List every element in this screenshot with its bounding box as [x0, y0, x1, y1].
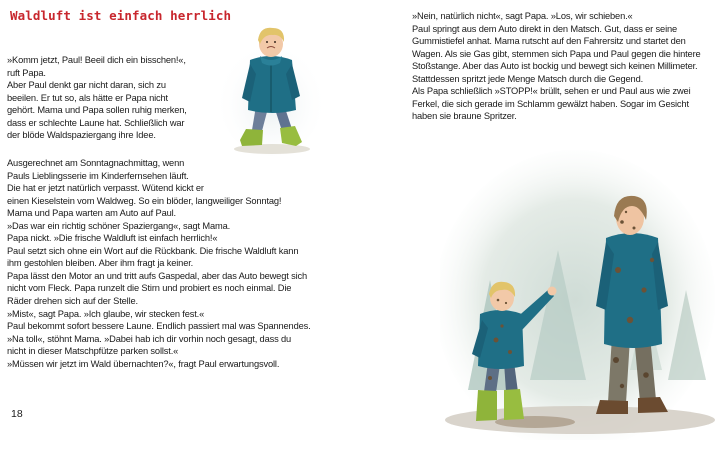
- text-line: Stattdessen spritzt jede Menge Matsch durch die Gegend.: [412, 73, 644, 84]
- text-line: Pauls Lieblingsserie im Kinderfernsehen läuft.: [7, 170, 189, 181]
- text-line: nicht vom Fleck. Papa runzelt die Stirn und probiert es noch einmal. Die: [7, 283, 292, 294]
- illustration-muddy-father-and-son: [440, 130, 720, 440]
- text-line: Die hat er jetzt natürlich verpasst. Wütend kickt er: [7, 183, 204, 194]
- right-text: [412, 10, 712, 123]
- text-line: ruft Papa.: [7, 67, 46, 78]
- text-line: einen Kieselstein vom Waldweg. So ein blöder, langweiliger Sonntag!: [7, 195, 282, 206]
- text-line: ihm gestohlen bleiben. Aber ihm fragt ja keiner.: [7, 258, 194, 269]
- text-line: »Nein, natürlich nicht«, sagt Papa. »Los, wir schieben.«: [412, 11, 633, 21]
- text-line: Mama und Papa warten am Auto auf Paul.: [7, 208, 176, 219]
- left-text-bottom: [7, 157, 337, 370]
- text-line: nicht in dieser Matschpfütze parken sollst.«: [7, 346, 179, 357]
- text-line: Ferkel, die sich gerade im Schlamm gewälzt haben. Sogar im Gesicht: [412, 98, 689, 109]
- text-line: gehört. Mama und Papa sollen ruhig merken,: [7, 105, 187, 116]
- text-line: Paul setzt sich ohne ein Wort auf die Rückbank. Die frische Waldluft kann: [7, 245, 299, 256]
- text-line: Gummistiefel anhat. Mama rutscht auf den Fahrersitz und startet den: [412, 36, 686, 47]
- text-line: »Komm jetzt, Paul! Beeil dich ein bisschen!«,: [7, 55, 186, 65]
- text-line: »Das war ein richtig schöner Spaziergang«, sagt Mama.: [7, 220, 231, 231]
- chapter-title: Waldluft ist einfach herrlich: [10, 8, 232, 23]
- text-line: Als Papa schließlich »STOPP!« brüllt, sehen er und Paul aus wie zwei: [412, 86, 691, 97]
- text-line: der blöde Waldspaziergang ihre Idee.: [7, 130, 156, 141]
- text-line: Stoßstange. Aber das Auto ist bockig und bewegt sich keinen Millimeter.: [412, 61, 698, 72]
- text-line: »Mist«, sagt Papa. »Ich glaube, wir stecken fest.«: [7, 308, 205, 319]
- text-line: Aber Paul denkt gar nicht daran, sich zu: [7, 80, 166, 91]
- left-text-top: [7, 54, 225, 142]
- text-line: Paul bekommt sofort bessere Laune. Endlich passiert mal was Spannendes.: [7, 321, 311, 332]
- text-line: Wagen. Als sie Gas gibt, stemmen sich Papa und Paul gegen die hintere: [412, 48, 701, 59]
- text-line: »Müssen wir jetzt im Wald übernachten?«, fragt Paul erwartungsvoll.: [7, 358, 280, 369]
- text-line: dass er schlechte Laune hat. Schließlich war: [7, 117, 185, 128]
- text-line: Papa lässt den Motor an und tritt aufs Gaspedal, aber das Auto bewegt sich: [7, 270, 308, 281]
- text-line: Paul springt aus dem Auto direkt in den Matsch. Gut, dass er seine: [412, 23, 678, 34]
- text-line: »Na toll«, stöhnt Mama. »Dabei hab ich dir vorhin noch gesagt, dass du: [7, 333, 292, 344]
- text-line: Ausgerechnet am Sonntagnachmittag, wenn: [7, 158, 185, 168]
- text-line: Papa nickt. »Die frische Waldluft ist einfach herrlich!«: [7, 233, 218, 244]
- page-number: 18: [11, 408, 23, 420]
- text-line: Räder drehen sich auf der Stelle.: [7, 296, 138, 307]
- illustration-boy-walking: [216, 18, 326, 156]
- text-line: haben sie braune Spritzer.: [412, 111, 517, 122]
- text-line: beeilen. Er tut so, als hätte er Papa nicht: [7, 92, 168, 103]
